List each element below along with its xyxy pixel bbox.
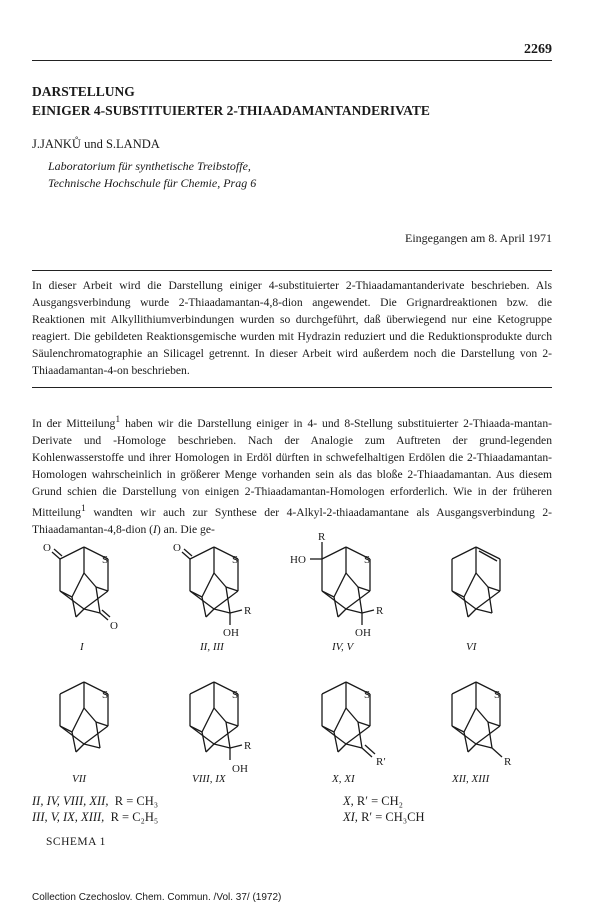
atom-R-II: R xyxy=(244,605,252,617)
compound-label-XII-XIII: XII, XIII xyxy=(452,773,490,785)
compound-ref: I xyxy=(153,522,157,536)
atom-S-I: S xyxy=(102,554,109,566)
body-paragraph xyxy=(32,411,552,538)
legend-row xyxy=(32,793,158,809)
atom-O-I-2: O xyxy=(110,620,118,632)
legend-equation: R = CH₃ xyxy=(114,794,159,808)
atom-S-IV: S xyxy=(364,554,371,566)
atom-O-I-1: O xyxy=(43,542,51,554)
body-text-2: haben wir die Darstellung einiger in 4- und 8-Stellung substituierter 2-Thiaada-mantan-Derivate und -Homologe beschrieben. Nach der Analogie zum Auftreten der grund-legenden Kohlenwasserstoffe und ihrer Homologen in Erdöl dürften in schwefelhaltigen Erdölen die 2-Thiaadamantan-Homologen wahrscheinlich in größerer Menge vorhanden sein als das bloße 2-Thiaadamantan. Aus diesem Grund schien die Darstellung von einigen 2-Thiaadamantan-Homologen erforderlich. Wie in der früheren Mitteilung xyxy=(32,416,552,519)
authors: J.JANKŮ und S.LANDA xyxy=(32,137,160,151)
atom-R-XII: R xyxy=(504,756,512,768)
atom-S-VIII: S xyxy=(232,689,239,701)
atom-S-XII: S xyxy=(494,689,501,701)
structure-VII xyxy=(60,682,108,752)
affiliation-line-2: Technische Hochschule für Chemie, Prag 6 xyxy=(48,176,257,190)
atom-OH-VIII: OH xyxy=(232,763,248,775)
legend-compounds: XI, xyxy=(343,810,358,824)
legend-equation: R = C₂H₅ xyxy=(110,810,159,824)
structure-VI xyxy=(452,547,500,617)
compound-label-II-III: II, III xyxy=(200,641,224,653)
compound-label-IV-V: IV, V xyxy=(332,641,354,653)
affiliation xyxy=(48,158,256,192)
atom-R-IV: R xyxy=(376,605,384,617)
body-text-4: ) an. Die ge- xyxy=(156,522,215,536)
atom-Rprime-X: R′ xyxy=(376,756,386,768)
compound-label-X-XI: X, XI xyxy=(332,773,355,785)
legend-equation: R′ = CH₂ xyxy=(356,794,403,808)
title-line-1: DARSTELLUNG xyxy=(32,84,135,99)
compound-label-VII: VII xyxy=(72,773,87,785)
atom-R-IV-top: R xyxy=(318,532,326,543)
page-number: 2269 xyxy=(524,42,552,57)
scheme-caption: SCHEMA 1 xyxy=(46,836,106,848)
legend-row xyxy=(343,809,425,825)
legend-row xyxy=(343,793,425,809)
footnote-ref-2: 1 xyxy=(80,502,86,514)
atom-HO-IV: HO xyxy=(290,554,306,566)
received-date: Eingegangen am 8. April 1971 xyxy=(405,231,552,245)
atom-R-VIII: R xyxy=(244,740,252,752)
title-line-2: EINIGER 4-SUBSTITUIERTER 2-THIAADAMANTANDERIVATE xyxy=(32,103,430,118)
atom-OH-IV: OH xyxy=(355,627,371,639)
body-text-3: wandten wir auch zur Synthese der 4-Alkyl-2-thiaadamantane als Ausgangsverbindung 2-Thiaadamantan-4,8-dion ( xyxy=(32,505,552,536)
legend-compounds: X, xyxy=(343,794,354,808)
substituent-legend-left xyxy=(32,793,158,825)
compound-label-I: I xyxy=(80,641,84,653)
atom-OH-II: OH xyxy=(223,627,239,639)
affiliation-line-1: Laboratorium für synthetische Treibstoffe, xyxy=(48,159,251,173)
atom-S-II: S xyxy=(232,554,239,566)
substituent-legend-right xyxy=(343,793,425,825)
legend-compounds: II, IV, VIII, XII, xyxy=(32,794,109,808)
journal-footer: Collection Czechoslov. Chem. Commun. /Vol. 37/ (1972) xyxy=(32,892,282,903)
compound-label-VI: VI xyxy=(466,641,477,653)
header-rule xyxy=(32,60,552,61)
atom-S-X: S xyxy=(364,689,371,701)
atom-O-II: O xyxy=(173,542,181,554)
abstract: In dieser Arbeit wird die Darstellung einiger 4-substituierter 2-Thiaadamantanderivate beschrieben. Als Ausgangsverbindung wurde 2-Thiaadamantan-4,8-dion angewendet. Die Grignardreaktionen bzw. die Reaktionen mit Alkyllithiumverbindungen wurden so durchgeführt, daß überwiegend nur eine Ketogruppe reagiert. Die gebildeten Reaktionsgemische wurden mit Hydrazin reduziert und die Reduktionsprodukte durch Säulenchromatographie an Silicagel getrennt. In dieser Arbeit wird außerdem noch die Darstellung von 2-Thiaadamantan-4-on beschrieben. xyxy=(32,279,552,377)
footnote-ref-1: 1 xyxy=(115,414,121,425)
legend-row xyxy=(32,809,158,825)
body-text-1: In der Mitteilung xyxy=(32,416,116,430)
atom-S-VII: S xyxy=(102,689,109,701)
article-title xyxy=(32,82,430,120)
legend-compounds: III, V, IX, XIII, xyxy=(32,810,105,824)
reaction-scheme xyxy=(32,532,560,792)
legend-equation: R′ = CH₃CH xyxy=(361,810,425,824)
compound-label-VIII-IX: VIII, IX xyxy=(192,773,226,785)
abstract-rule-top xyxy=(32,270,552,271)
abstract-rule-bottom xyxy=(32,387,552,388)
